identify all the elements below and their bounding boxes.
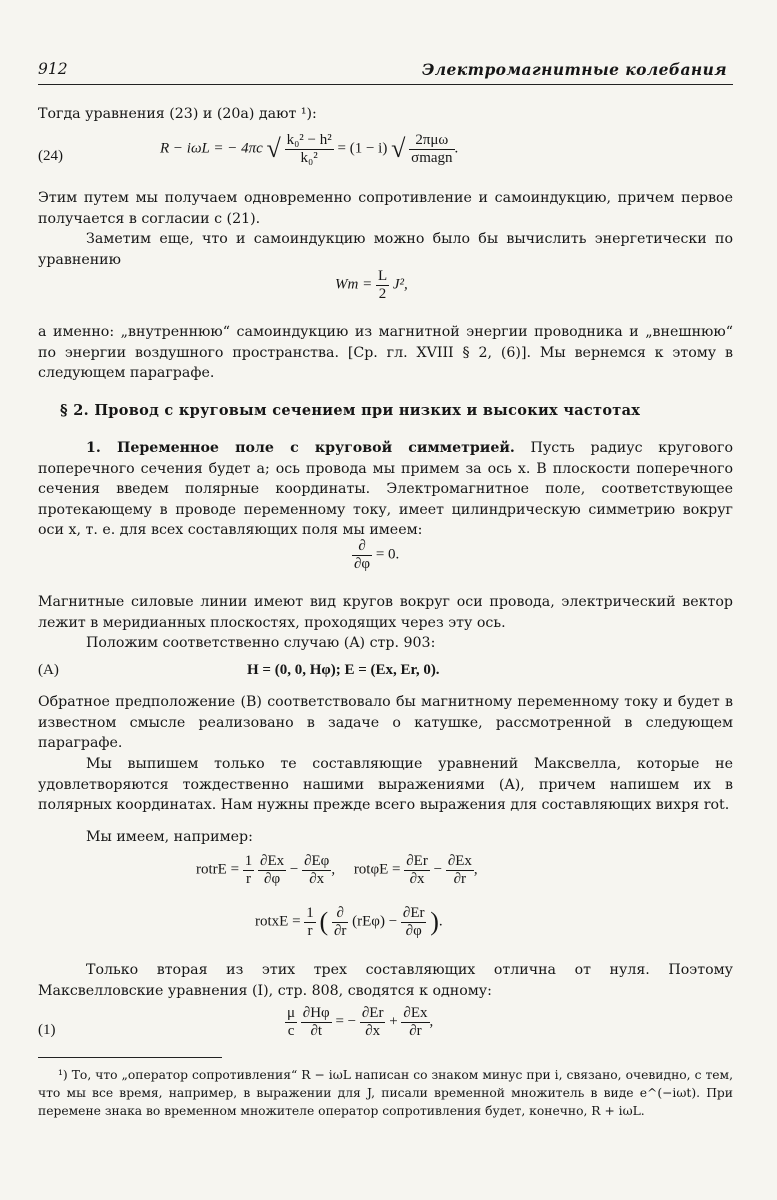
footnote: ¹) То, что „оператор сопротивления“ R − iωL написан со знаком минус при i, связано, очевидно, с тем, что мы все время, например, в выражении для J, писали временной множитель в виде e^(−iωt). При перемене знака во временном множителе оператор сопротивления будет, конечно, R + iωL. — [38, 1068, 733, 1118]
rot-x-lhs: rotxE = — [255, 913, 301, 930]
wm-rhs: J², — [392, 276, 408, 293]
equation-dphi — [352, 538, 399, 572]
eq1-frac-4 — [401, 1005, 429, 1039]
eqA-label: (A) — [38, 662, 59, 678]
frac-num: ∂Er — [402, 905, 425, 921]
frac-num: μ — [287, 1005, 296, 1021]
frac-num: ∂Er — [361, 1005, 384, 1021]
paragraph-9: Мы имеем, например: — [86, 829, 253, 845]
rot-x-frac-2 — [332, 905, 348, 939]
eq24-label: (24) — [38, 148, 63, 164]
rot-x-frac-1 — [304, 905, 316, 939]
frac-den: ∂x — [404, 870, 430, 888]
paragraph-6: Положим соответственно случаю (A) стр. 903: — [86, 635, 436, 651]
paragraph-10: Только вторая из этих трех составляющих отлична от нуля. Поэтому Максвелловские уравнения (I), стр. 808, сводятся к одному: — [38, 962, 733, 999]
frac-den: ∂x — [302, 870, 331, 888]
equation-wm — [335, 268, 408, 302]
rot-r-frac-2 — [258, 853, 286, 887]
rot-phi-lhs: rotφE = — [353, 861, 401, 878]
comma: , — [473, 861, 478, 878]
comma: , — [331, 861, 336, 878]
frac-den: ∂φ — [401, 922, 427, 940]
rot-r-lhs: rotrE = — [196, 861, 240, 878]
plus-sign: + — [389, 1013, 398, 1030]
wm-num: L — [377, 268, 388, 284]
frac-den: ∂t — [301, 1022, 332, 1040]
paren-open: ( — [319, 907, 329, 936]
dphi-fraction — [352, 538, 372, 572]
wm-fraction — [376, 268, 389, 302]
rot-phi-frac-2 — [446, 853, 474, 887]
eq24-mid: = (1 − i) — [337, 140, 388, 157]
frac-num: ∂Eφ — [304, 853, 330, 869]
period: . — [438, 913, 443, 930]
paragraph-1: Этим путем мы получаем одновременно сопротивление и самоиндукцию, причем первое получается в согласии с (21). — [38, 190, 733, 227]
frac-den: ∂x — [360, 1022, 386, 1040]
frac-den: ∂r — [446, 870, 474, 888]
paragraph-3: а именно: „внутреннюю“ самоиндукцию из магнитной энергии проводника и „внешнюю“ по энергии воздушного пространства. [Ср. гл. XVIII § 2, (6)]. Мы вернемся к этому в следующем параграфе. — [38, 324, 733, 381]
frac-num: ∂Hφ — [302, 1005, 330, 1021]
rot-phi-frac-1 — [404, 853, 430, 887]
equation-rot-1 — [196, 853, 478, 887]
eq24-num1: k₀² − h² — [286, 132, 332, 148]
frac-num: ∂Ex — [447, 853, 472, 869]
footnote-rule — [38, 1057, 222, 1058]
equation-1 — [285, 1005, 433, 1039]
running-title: Электромагнитные колебания — [422, 60, 727, 79]
frac-num: ∂Er — [406, 853, 428, 869]
paragraph-2: Заметим еще, что и самоиндукцию можно было бы вычислить энергетически по уравнению — [38, 231, 733, 268]
dphi-num: ∂ — [358, 538, 366, 554]
rot-x-mid: (rEφ) − — [352, 913, 398, 930]
frac-num: ∂Ex — [260, 853, 285, 869]
frac-den: r — [304, 922, 316, 940]
paragraph-4 — [38, 438, 733, 541]
minus-sign: − — [289, 861, 299, 878]
equation-24: R − iωL = − 4πc √ $\frac{\text{k₀² − h²}}{\text{k₀²}}$ = (1 − i) √ $\frac{\text{2πμω}}{\text{σmagn}}$ . — [160, 132, 459, 166]
rot-r-frac-3 — [302, 853, 331, 887]
eq24-fraction-2 — [409, 132, 454, 166]
intro-line: Тогда уравнения (23) и (20a) дают ¹): — [38, 106, 317, 122]
frac-den: ∂φ — [258, 870, 286, 888]
paragraph-7: Обратное предположение (B) соответствовало бы магнитному переменному току и будет в известном смысле реализовано в задаче о катушке, рассмотренной в следующем параграфе. — [38, 694, 733, 751]
rot-r-frac-1 — [243, 853, 255, 887]
frac-num: 1 — [306, 905, 314, 921]
paragraph-4-text: Пусть радиус кругового поперечного сечения будет a; ось провода мы примем за ось x. В плоскости поперечного сечения введем полярные координаты. Электромагнитное поле, соответствующее протекающему в проводе переменному току, имеет цилиндрическую симметрию вокруг оси x, т. е. для всех составляющих поля мы имеем: — [38, 440, 734, 538]
eq24-den2: σmagn — [411, 149, 453, 166]
eq1-label: (1) — [38, 1022, 56, 1038]
comma: , — [429, 1013, 434, 1030]
paragraph-8: Мы выпишем только те составляющие уравнений Максвелла, которые не удовлетворяются тождественно нашими выражениями (A), причем напишем их в полярных координатах. Нам нужны прежде всего выражения для составляющих вихря rot. — [38, 756, 733, 813]
equals-minus: = − — [335, 1013, 357, 1030]
equation-A: H = (0, 0, Hφ); E = (Ex, Er, 0). — [247, 662, 440, 678]
eq24-num2: 2πμω — [415, 132, 449, 148]
sqrt-sign: √ — [391, 134, 406, 163]
wm-den: 2 — [376, 285, 389, 303]
eq24-fraction-1 — [285, 132, 334, 166]
frac-num: ∂ — [336, 905, 344, 921]
dphi-rhs: = 0. — [375, 546, 400, 563]
minus-sign: − — [433, 861, 443, 878]
eq1-frac-3 — [360, 1005, 386, 1039]
eq24-den1: k₀² — [285, 149, 334, 167]
paren-close: ) — [430, 907, 439, 936]
paragraph-5: Магнитные силовые линии имеют вид кругов вокруг оси провода, электрический вектор лежит в меридианных плоскостях, проходящих через эту ось. — [38, 594, 733, 631]
eq1-frac-1 — [285, 1005, 297, 1039]
eq1-frac-2 — [301, 1005, 332, 1039]
sqrt-sign: √ — [266, 134, 281, 163]
page-number: 912 — [38, 60, 68, 78]
header-rule — [38, 84, 733, 85]
frac-num: 1 — [244, 853, 253, 869]
rot-x-frac-3 — [401, 905, 427, 939]
eq24-lhs: R − iωL = − 4πc — [160, 140, 263, 157]
frac-den: c — [285, 1022, 297, 1040]
frac-num: ∂Ex — [403, 1005, 428, 1021]
running-header — [38, 58, 733, 84]
subsection-lead: 1. Переменное поле с круговой симметрией. — [86, 440, 515, 456]
frac-den: ∂r — [333, 922, 347, 939]
frac-den: ∂r — [401, 1022, 429, 1040]
wm-lhs: Wm = — [335, 276, 373, 293]
section-title: § 2. Провод с круговым сечением при низких и высоких частотах — [60, 402, 641, 419]
dphi-den: ∂φ — [354, 555, 371, 572]
equation-rot-2 — [255, 905, 443, 939]
frac-den: r — [243, 870, 255, 888]
